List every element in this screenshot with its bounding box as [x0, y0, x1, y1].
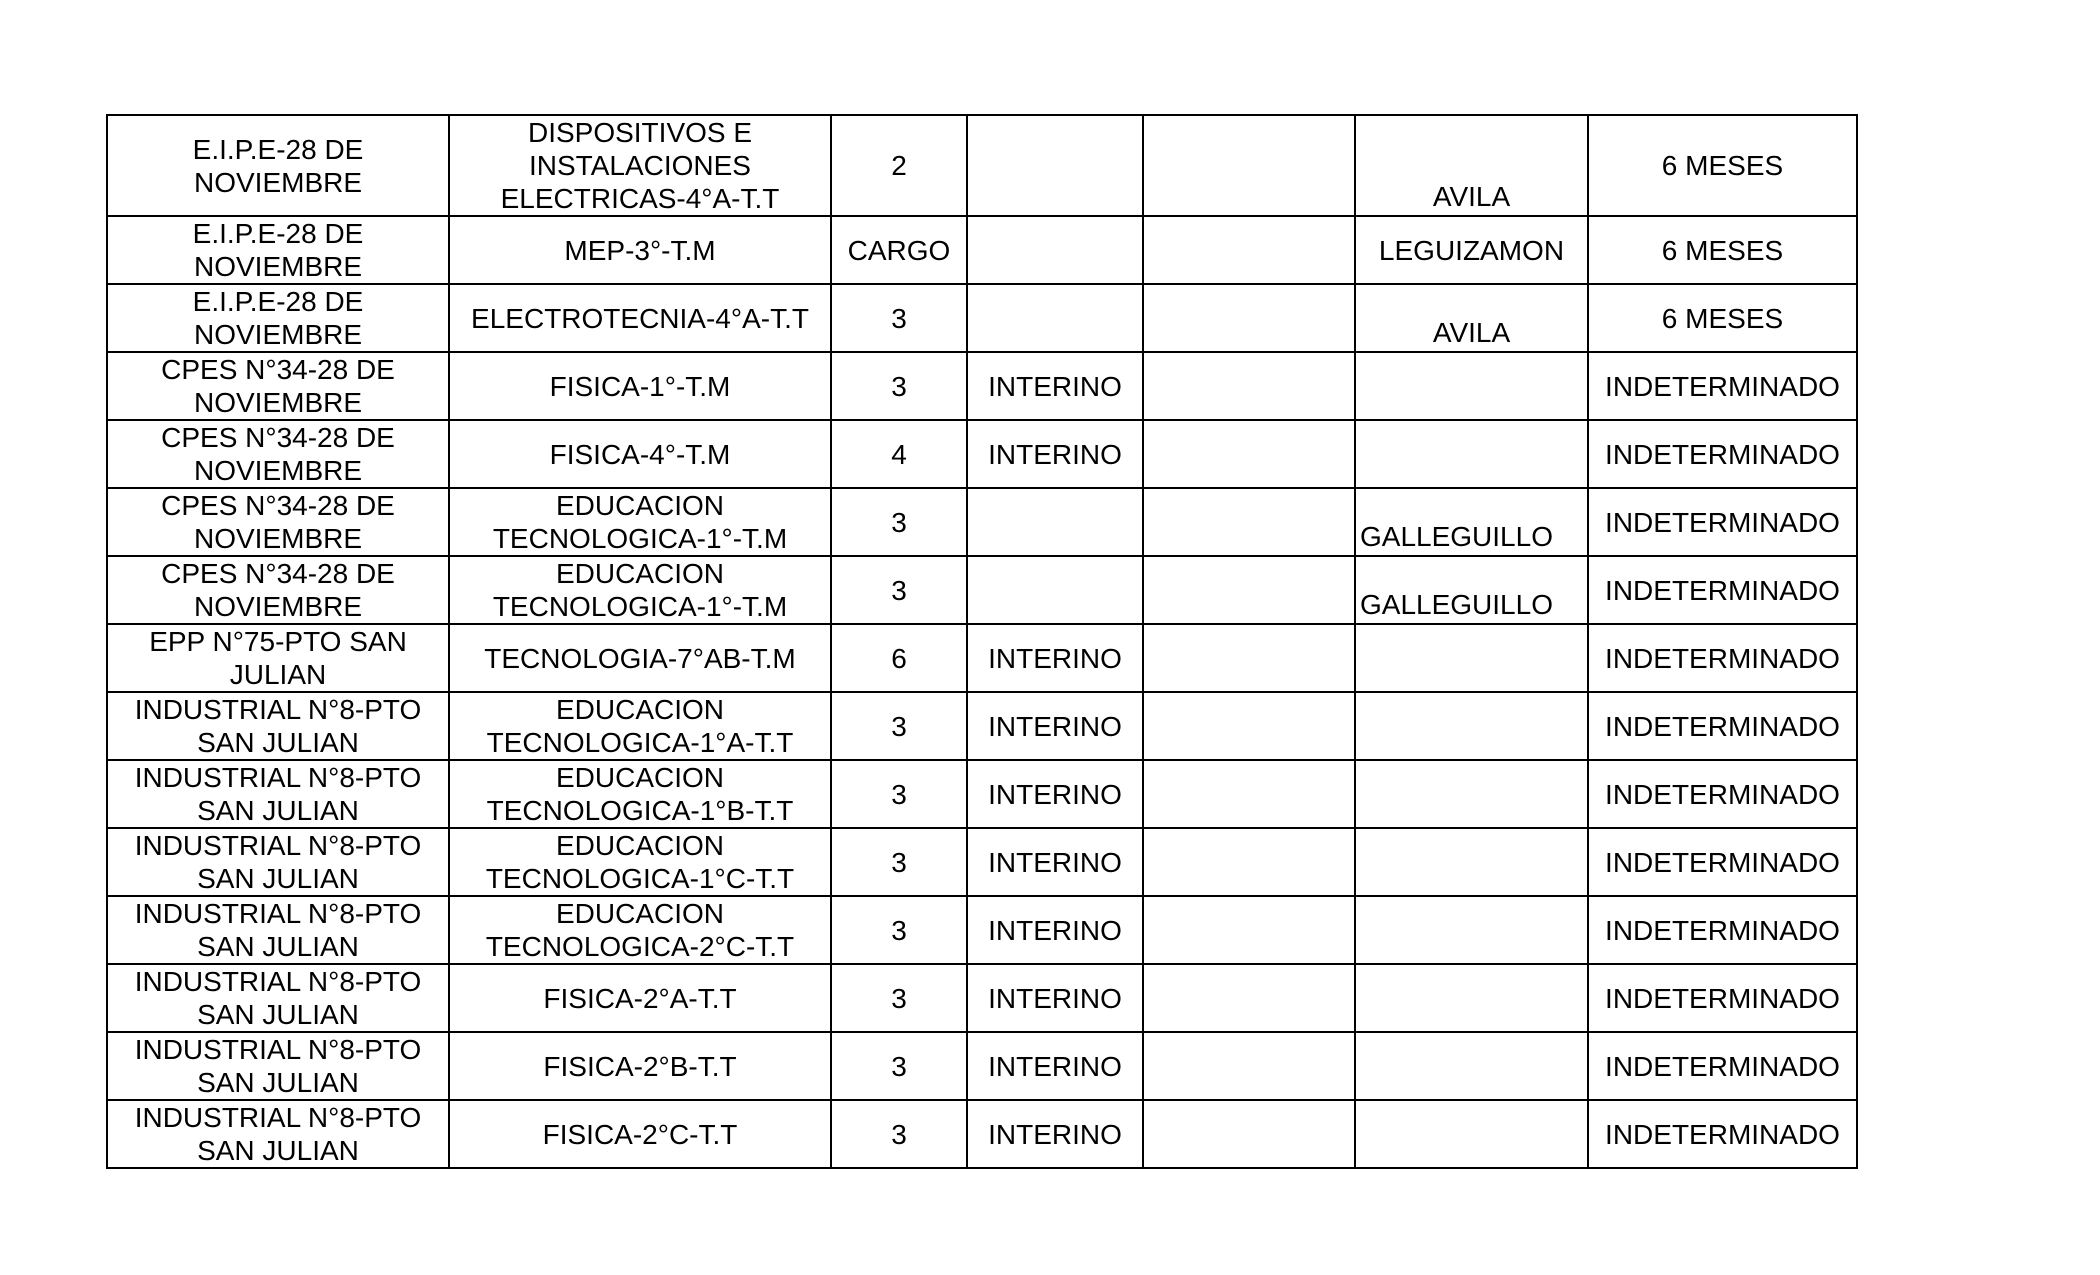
subject-cell: EDUCACION TECNOLOGICA-2°C-T.T — [449, 896, 831, 964]
duration-cell: INDETERMINADO — [1588, 488, 1857, 556]
subject-cell: FISICA-2°B-T.T — [449, 1032, 831, 1100]
status-cell: INTERINO — [967, 964, 1143, 1032]
status-cell — [967, 488, 1143, 556]
empty-cell — [1143, 828, 1355, 896]
hours-cell: 3 — [831, 828, 967, 896]
duration-cell: INDETERMINADO — [1588, 760, 1857, 828]
teacher-name-cell — [1355, 896, 1588, 964]
empty-cell — [1143, 284, 1355, 352]
duration-cell: 6 MESES — [1588, 284, 1857, 352]
table-row — [107, 692, 1857, 760]
duration-cell: INDETERMINADO — [1588, 692, 1857, 760]
subject-cell: FISICA-4°-T.M — [449, 420, 831, 488]
empty-cell — [1143, 896, 1355, 964]
status-cell: INTERINO — [967, 692, 1143, 760]
school-cell: E.I.P.E-28 DE NOVIEMBRE — [107, 115, 449, 216]
table-row — [107, 284, 1857, 352]
school-cell: CPES N°34-28 DE NOVIEMBRE — [107, 352, 449, 420]
subject-cell: MEP-3°-T.M — [449, 216, 831, 284]
teacher-name-cell — [1355, 624, 1588, 692]
vacancies-table — [106, 114, 1858, 1169]
school-cell: INDUSTRIAL N°8-PTO SAN JULIAN — [107, 828, 449, 896]
duration-cell: INDETERMINADO — [1588, 828, 1857, 896]
subject-cell: EDUCACION TECNOLOGICA-1°C-T.T — [449, 828, 831, 896]
teacher-name-cell: GALLEGUILLO — [1355, 488, 1588, 556]
teacher-name-cell: GALLEGUILLO — [1355, 556, 1588, 624]
duration-cell: INDETERMINADO — [1588, 964, 1857, 1032]
duration-cell: 6 MESES — [1588, 216, 1857, 284]
status-cell: INTERINO — [967, 896, 1143, 964]
status-cell: INTERINO — [967, 1032, 1143, 1100]
subject-cell: EDUCACION TECNOLOGICA-1°B-T.T — [449, 760, 831, 828]
status-cell: INTERINO — [967, 1100, 1143, 1168]
school-cell: E.I.P.E-28 DE NOVIEMBRE — [107, 284, 449, 352]
hours-cell: 3 — [831, 352, 967, 420]
hours-cell: 6 — [831, 624, 967, 692]
table-row — [107, 115, 1857, 216]
empty-cell — [1143, 964, 1355, 1032]
school-cell: CPES N°34-28 DE NOVIEMBRE — [107, 556, 449, 624]
empty-cell — [1143, 556, 1355, 624]
teacher-name-cell — [1355, 692, 1588, 760]
hours-cell: 3 — [831, 1100, 967, 1168]
table-row — [107, 1032, 1857, 1100]
teacher-name-cell — [1355, 760, 1588, 828]
school-cell: INDUSTRIAL N°8-PTO SAN JULIAN — [107, 692, 449, 760]
table-row — [107, 488, 1857, 556]
teacher-name-cell: AVILA — [1355, 115, 1588, 216]
empty-cell — [1143, 488, 1355, 556]
hours-cell: 3 — [831, 1032, 967, 1100]
empty-cell — [1143, 420, 1355, 488]
empty-cell — [1143, 216, 1355, 284]
status-cell: INTERINO — [967, 828, 1143, 896]
subject-cell: FISICA-2°C-T.T — [449, 1100, 831, 1168]
empty-cell — [1143, 115, 1355, 216]
school-cell: INDUSTRIAL N°8-PTO SAN JULIAN — [107, 1100, 449, 1168]
hours-cell: 3 — [831, 896, 967, 964]
school-cell: INDUSTRIAL N°8-PTO SAN JULIAN — [107, 760, 449, 828]
teacher-name-cell — [1355, 1100, 1588, 1168]
duration-cell: INDETERMINADO — [1588, 556, 1857, 624]
subject-cell: EDUCACION TECNOLOGICA-1°A-T.T — [449, 692, 831, 760]
school-cell: CPES N°34-28 DE NOVIEMBRE — [107, 488, 449, 556]
subject-cell: EDUCACION TECNOLOGICA-1°-T.M — [449, 556, 831, 624]
status-cell — [967, 216, 1143, 284]
status-cell — [967, 556, 1143, 624]
table-row — [107, 420, 1857, 488]
hours-cell: 4 — [831, 420, 967, 488]
table-row — [107, 1100, 1857, 1168]
hours-cell: 3 — [831, 284, 967, 352]
hours-cell: 2 — [831, 115, 967, 216]
school-cell: INDUSTRIAL N°8-PTO SAN JULIAN — [107, 1032, 449, 1100]
hours-cell: 3 — [831, 556, 967, 624]
teacher-name-cell — [1355, 828, 1588, 896]
subject-cell: ELECTROTECNIA-4°A-T.T — [449, 284, 831, 352]
duration-cell: INDETERMINADO — [1588, 1100, 1857, 1168]
table-row — [107, 216, 1857, 284]
table-row — [107, 964, 1857, 1032]
subject-cell: FISICA-2°A-T.T — [449, 964, 831, 1032]
teacher-name-cell: LEGUIZAMON — [1355, 216, 1588, 284]
duration-cell: INDETERMINADO — [1588, 896, 1857, 964]
teacher-name-cell: AVILA — [1355, 284, 1588, 352]
school-cell: CPES N°34-28 DE NOVIEMBRE — [107, 420, 449, 488]
table-row — [107, 352, 1857, 420]
empty-cell — [1143, 760, 1355, 828]
subject-cell: DISPOSITIVOS E INSTALACIONES ELECTRICAS-4°A-T.T — [449, 115, 831, 216]
hours-cell: 3 — [831, 760, 967, 828]
table-row — [107, 896, 1857, 964]
table-body — [107, 115, 1857, 1168]
teacher-name-cell — [1355, 352, 1588, 420]
empty-cell — [1143, 1032, 1355, 1100]
hours-cell: 3 — [831, 964, 967, 1032]
school-cell: INDUSTRIAL N°8-PTO SAN JULIAN — [107, 964, 449, 1032]
teacher-name-cell — [1355, 1032, 1588, 1100]
empty-cell — [1143, 624, 1355, 692]
table-row — [107, 828, 1857, 896]
hours-cell: CARGO — [831, 216, 967, 284]
hours-cell: 3 — [831, 692, 967, 760]
table-row — [107, 556, 1857, 624]
subject-cell: EDUCACION TECNOLOGICA-1°-T.M — [449, 488, 831, 556]
duration-cell: INDETERMINADO — [1588, 624, 1857, 692]
subject-cell: TECNOLOGIA-7°AB-T.M — [449, 624, 831, 692]
table-row — [107, 624, 1857, 692]
empty-cell — [1143, 692, 1355, 760]
duration-cell: INDETERMINADO — [1588, 352, 1857, 420]
status-cell — [967, 115, 1143, 216]
subject-cell: FISICA-1°-T.M — [449, 352, 831, 420]
status-cell: INTERINO — [967, 420, 1143, 488]
duration-cell: 6 MESES — [1588, 115, 1857, 216]
status-cell: INTERINO — [967, 760, 1143, 828]
status-cell — [967, 284, 1143, 352]
duration-cell: INDETERMINADO — [1588, 1032, 1857, 1100]
empty-cell — [1143, 1100, 1355, 1168]
school-cell: INDUSTRIAL N°8-PTO SAN JULIAN — [107, 896, 449, 964]
teacher-name-cell — [1355, 420, 1588, 488]
table-row — [107, 760, 1857, 828]
empty-cell — [1143, 352, 1355, 420]
school-cell: E.I.P.E-28 DE NOVIEMBRE — [107, 216, 449, 284]
status-cell: INTERINO — [967, 352, 1143, 420]
duration-cell: INDETERMINADO — [1588, 420, 1857, 488]
status-cell: INTERINO — [967, 624, 1143, 692]
school-cell: EPP N°75-PTO SAN JULIAN — [107, 624, 449, 692]
teacher-name-cell — [1355, 964, 1588, 1032]
hours-cell: 3 — [831, 488, 967, 556]
